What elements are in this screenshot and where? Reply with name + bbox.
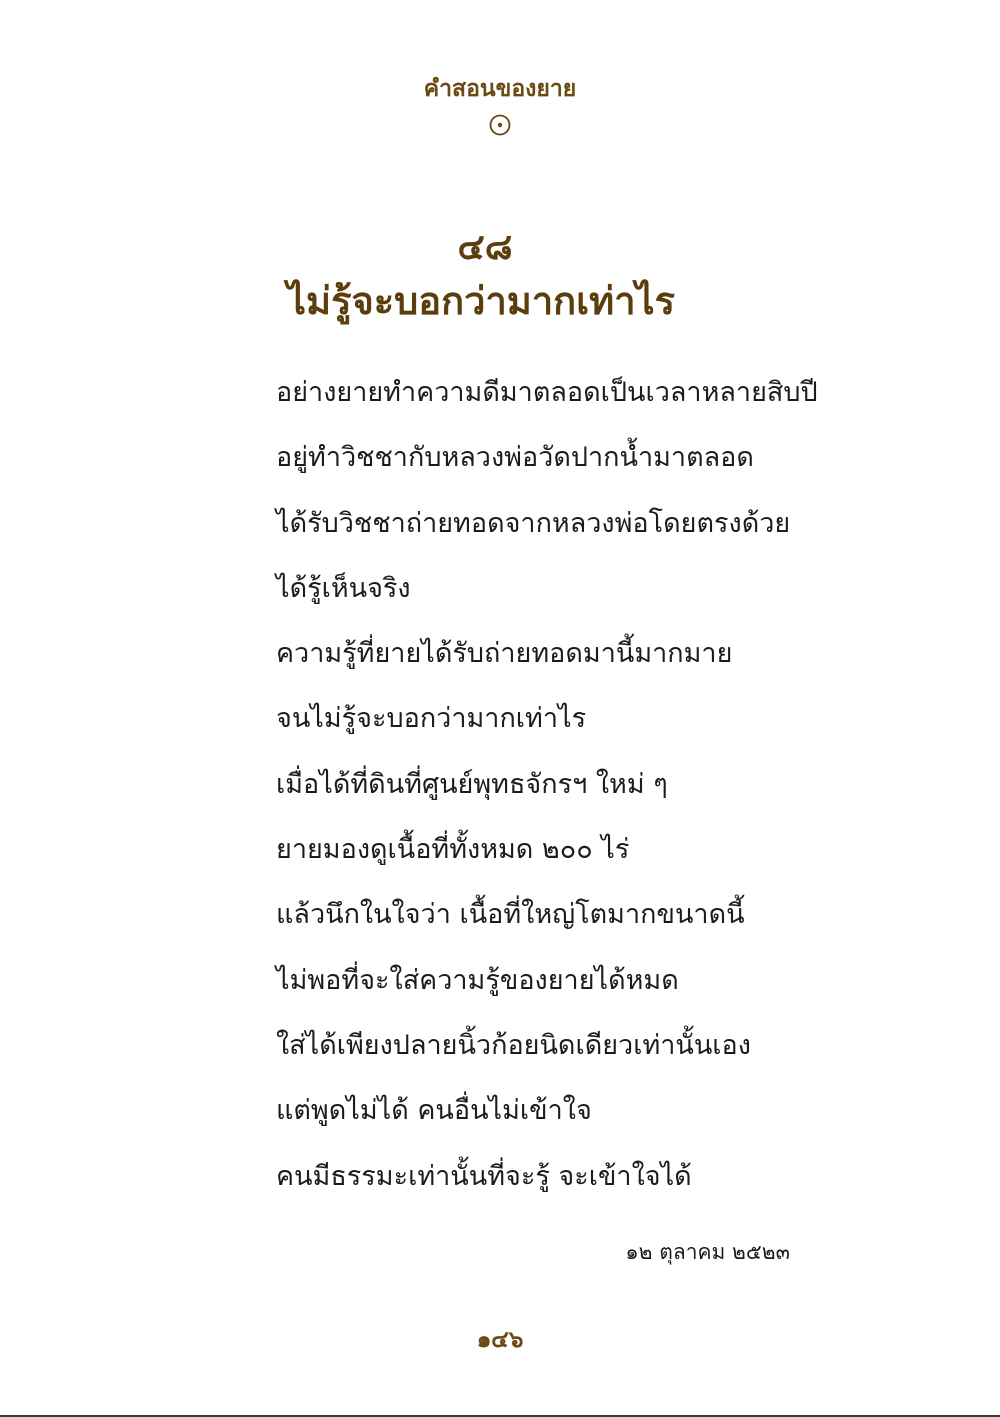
poem-line: เมื่อได้ที่ดินที่ศูนย์พุทธจักรฯ ใหม่ ๆ (276, 768, 668, 800)
poem-body (276, 368, 836, 1217)
page-number: ๑๔๖ (476, 1326, 524, 1353)
poem-line: ได้รับวิชชาถ่ายทอดจากหลวงพ่อโดยตรงด้วย (276, 507, 791, 539)
poem-line: แล้วนึกในใจว่า เนื้อที่ใหญ่โตมากขนาดนี้ (276, 899, 745, 931)
page-header (0, 72, 1000, 136)
circle-dot-ornament-icon (489, 114, 511, 136)
chapter-title: ไม่รู้จะบอกว่ามากเท่าไร (286, 278, 676, 323)
poem-line: ไม่พอที่จะใส่ความรู้ของยายได้หมด (276, 964, 679, 996)
poem-line: ยายมองดูเนื้อที่ทั้งหมด ๒๐๐ ไร่ (276, 834, 630, 866)
poem-line: ความรู้ที่ยายได้รับถ่ายทอดมานี้มากมาย (276, 638, 733, 670)
running-title: คำสอนของยาย (423, 75, 577, 102)
poem-line: แต่พูดไม่ได้ คนอื่นไม่เข้าใจ (276, 1095, 592, 1127)
poem-line: คนมีธรรมะเท่านั้นที่จะรู้ จะเข้าใจได้ (276, 1160, 692, 1192)
date-line: ๑๒ ตุลาคม ๒๕๒๓ (625, 1240, 790, 1264)
poem-line: อย่างยายทำความดีมาตลอดเป็นเวลาหลายสิบปี (276, 377, 818, 408)
poem-line: อยู่ทำวิชชากับหลวงพ่อวัดปากน้ำมาตลอด (276, 442, 754, 474)
poem-line: ได้รู้เห็นจริง (276, 572, 411, 604)
chapter-heading (0, 222, 1000, 330)
poem-line: ใส่ได้เพียงปลายนิ้วก้อยนิดเดียวเท่านั้นเอง (276, 1029, 751, 1061)
poem-line: จนไม่รู้จะบอกว่ามากเท่าไร (276, 703, 587, 735)
chapter-number: ๔๘ (457, 226, 513, 268)
